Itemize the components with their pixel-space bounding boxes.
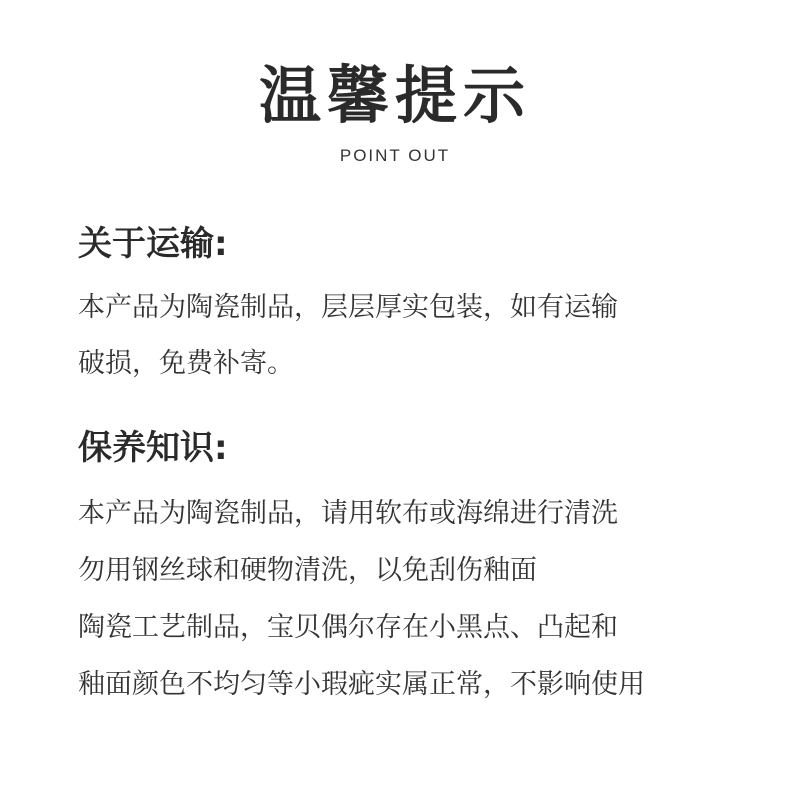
page-subtitle: POINT OUT — [339, 146, 451, 165]
care-heading: 保养知识: — [78, 428, 228, 468]
care-line: 釉面颜色不均匀等小瑕疵实属正常，不影响使用 — [78, 669, 645, 700]
care-line: 本产品为陶瓷制品，请用软布或海绵进行清洗 — [78, 498, 618, 529]
transport-heading: 关于运输: — [78, 224, 228, 264]
care-section — [78, 426, 758, 701]
transport-line: 破损，免费补寄。 — [78, 348, 294, 379]
transport-section — [78, 222, 758, 380]
care-line: 陶瓷工艺制品，宝贝偶尔存在小黑点、凸起和 — [78, 612, 618, 643]
page-title: 温馨提示 — [258, 59, 531, 132]
care-line: 勿用钢丝球和硬物清洗，以免刮伤釉面 — [78, 555, 537, 586]
transport-line: 本产品为陶瓷制品，层层厚实包装，如有运输 — [78, 292, 618, 323]
